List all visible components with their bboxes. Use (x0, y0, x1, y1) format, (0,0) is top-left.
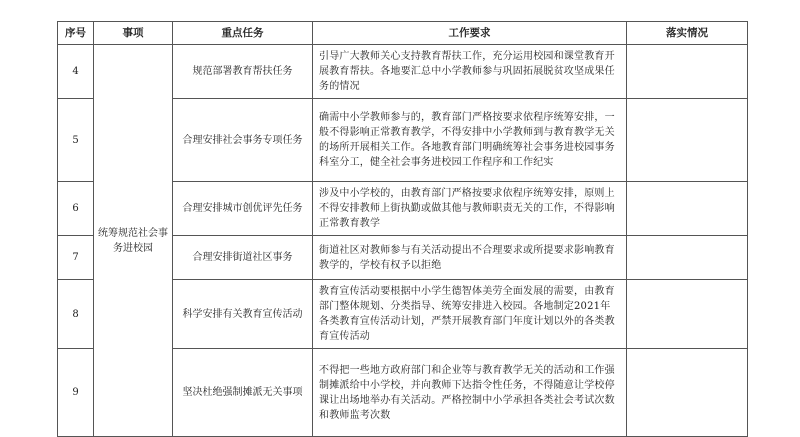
status-cell (627, 182, 748, 236)
table-row (58, 45, 748, 99)
status-cell (627, 349, 748, 437)
header-seq: 序号 (58, 22, 94, 45)
header-requirement: 工作要求 (313, 22, 627, 45)
task-cell: 坚决杜绝强制摊派无关事项 (173, 349, 313, 437)
requirement-cell: 涉及中小学校的，由教育部门严格按要求依程序统筹安排，原则上不得安排教师上街执勤或做其他与教师职责无关的工作，不得影响正常教育教学 (313, 182, 627, 236)
task-cell: 合理安排街道社区事务 (173, 236, 313, 280)
requirement-cell: 不得把一些地方政府部门和企业等与教育教学无关的活动和工作强制摊派给中小学校，并向教师下达指令性任务，不得随意让学校停课让出场地举办有关活动。严格控制中小学承担各类社会考试次数和教师监考次数 (313, 349, 627, 437)
document-page (57, 21, 747, 421)
task-cell: 规范部署教育帮扶任务 (173, 45, 313, 99)
header-status: 落实情况 (627, 22, 748, 45)
requirement-cell: 确需中小学教师参与的，教育部门严格按要求依程序统筹安排，一般不得影响正常教育教学，不得安排中小学教师到与教育教学无关的场所开展相关工作。各地教育部门明确统筹社会事务进校园事务科室分工，健全社会事务进校园工作程序和工作纪实 (313, 99, 627, 182)
requirement-cell: 街道社区对教师参与有关活动提出不合理要求或所提要求影响教育教学的，学校有权予以拒绝 (313, 236, 627, 280)
row-number: 6 (58, 182, 94, 236)
task-cell: 科学安排有关教育宣传活动 (173, 280, 313, 349)
task-cell: 合理安排社会事务专项任务 (173, 99, 313, 182)
requirement-cell: 教育宣传活动要根据中小学生德智体美劳全面发展的需要，由教育部门整体规划、分类指导、统筹安排进入校园。各地制定2021年各类教育宣传活动计划，严禁开展教育部门年度计划以外的各类教育宣传活动 (313, 280, 627, 349)
task-table (57, 21, 748, 437)
header-item: 事项 (94, 22, 173, 45)
header-task: 重点任务 (173, 22, 313, 45)
row-number: 4 (58, 45, 94, 99)
row-number: 8 (58, 280, 94, 349)
table-header-row (58, 22, 748, 45)
requirement-cell: 引导广大教师关心支持教育帮扶工作，充分运用校园和课堂教育开展教育帮扶。各地要汇总中小学教师参与巩固拓展脱贫攻坚成果任务的情况 (313, 45, 627, 99)
row-number: 9 (58, 349, 94, 437)
status-cell (627, 45, 748, 99)
status-cell (627, 99, 748, 182)
task-cell: 合理安排城市创优评先任务 (173, 182, 313, 236)
category-cell: 统筹规范社会事务进校园 (94, 45, 173, 437)
status-cell (627, 236, 748, 280)
row-number: 5 (58, 99, 94, 182)
row-number: 7 (58, 236, 94, 280)
status-cell (627, 280, 748, 349)
